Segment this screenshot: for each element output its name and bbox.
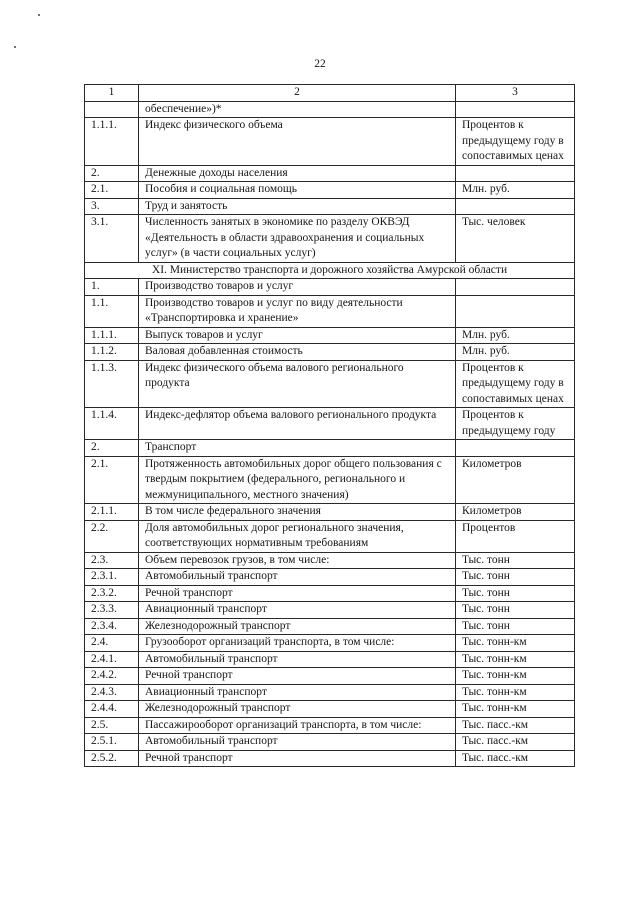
- row-number: 2.: [85, 165, 139, 182]
- row-number: 1.1.: [85, 295, 139, 327]
- row-number: 3.1.: [85, 215, 139, 263]
- unit-of-measure: Млн. руб.: [456, 182, 575, 199]
- indicator-name: Речной транспорт: [139, 750, 456, 767]
- indicator-name: Валовая добавленная стоимость: [139, 344, 456, 361]
- table-row: [85, 295, 575, 327]
- table-row: [85, 668, 575, 685]
- row-number: 2.3.2.: [85, 585, 139, 602]
- indicator-name: Речной транспорт: [139, 585, 456, 602]
- unit-of-measure: Млн. руб.: [456, 327, 575, 344]
- row-number: 2.3.4.: [85, 618, 139, 635]
- row-number: 2.4.3.: [85, 684, 139, 701]
- row-number: [85, 101, 139, 118]
- row-number: 1.1.3.: [85, 360, 139, 408]
- unit-of-measure: Тыс. тонн-км: [456, 701, 575, 718]
- row-number: 2.1.: [85, 182, 139, 199]
- unit-of-measure: Тыс. пасс.-км: [456, 750, 575, 767]
- indicator-table-body: [85, 85, 575, 767]
- unit-of-measure: Тыс. тонн: [456, 618, 575, 635]
- table-row: [85, 734, 575, 751]
- page-number: 22: [314, 58, 326, 70]
- indicator-name: Доля автомобильных дорог регионального значения, соответствующих нормативным требованиям: [139, 520, 456, 552]
- indicator-name: Авиационный транспорт: [139, 684, 456, 701]
- row-number: 1.1.1.: [85, 327, 139, 344]
- row-number: 1.1.1.: [85, 118, 139, 166]
- unit-of-measure: [456, 165, 575, 182]
- indicator-name: Протяженность автомобильных дорог общего пользования с твердым покрытием (федерального, регионального и межмуниципального, местного значения): [139, 456, 456, 504]
- table-row: [85, 118, 575, 166]
- indicator-name: Труд и занятость: [139, 198, 456, 215]
- unit-of-measure: Процентов: [456, 520, 575, 552]
- row-number: 1.1.4.: [85, 408, 139, 440]
- unit-of-measure: [456, 198, 575, 215]
- unit-of-measure: Процентов к предыдущему году в сопоставимых ценах: [456, 360, 575, 408]
- section-title: XI. Министерство транспорта и дорожного хозяйства Амурской области: [85, 262, 575, 279]
- table-row: [85, 684, 575, 701]
- row-number: 2.4.: [85, 635, 139, 652]
- table-row: [85, 618, 575, 635]
- unit-of-measure: Тыс. тонн-км: [456, 668, 575, 685]
- unit-of-measure: [456, 440, 575, 457]
- table-row: [85, 344, 575, 361]
- unit-of-measure: Километров: [456, 456, 575, 504]
- indicator-name: Индекс физического объема валового регионального продукта: [139, 360, 456, 408]
- row-number: 2.5.2.: [85, 750, 139, 767]
- indicator-name: В том числе федерального значения: [139, 504, 456, 521]
- indicator-name: Объем перевозок грузов, в том числе:: [139, 552, 456, 569]
- indicator-name: Численность занятых в экономике по разделу ОКВЭД «Деятельность в области здравоохранения и социальных услуг» (в части социальных услуг): [139, 215, 456, 263]
- unit-of-measure: [456, 279, 575, 296]
- row-number: 2.5.: [85, 717, 139, 734]
- indicator-name: Автомобильный транспорт: [139, 651, 456, 668]
- indicator-name: Железнодорожный транспорт: [139, 618, 456, 635]
- indicator-name: обеспечение»)*: [139, 101, 456, 118]
- row-number: 2.2.: [85, 520, 139, 552]
- unit-of-measure: Тыс. тонн-км: [456, 684, 575, 701]
- row-number: 2.3.: [85, 552, 139, 569]
- scan-speck: [38, 14, 40, 16]
- table-row: [85, 569, 575, 586]
- unit-of-measure: Процентов к предыдущему году в сопоставимых ценах: [456, 118, 575, 166]
- unit-of-measure: Тыс. пасс.-км: [456, 717, 575, 734]
- indicator-name: Транспорт: [139, 440, 456, 457]
- unit-of-measure: Тыс. тонн-км: [456, 635, 575, 652]
- table-row: [85, 182, 575, 199]
- row-number: 2.4.2.: [85, 668, 139, 685]
- row-number: 3.: [85, 198, 139, 215]
- table-row: [85, 279, 575, 296]
- table-header-row: [85, 85, 575, 102]
- indicator-name: Грузооборот организаций транспорта, в том числе:: [139, 635, 456, 652]
- header-cell-3: 3: [456, 85, 575, 102]
- indicator-table: [84, 84, 575, 767]
- table-row: [85, 327, 575, 344]
- table-row: [85, 750, 575, 767]
- row-number: 2.3.3.: [85, 602, 139, 619]
- unit-of-measure: Тыс. пасс.-км: [456, 734, 575, 751]
- table-row: [85, 456, 575, 504]
- unit-of-measure: Километров: [456, 504, 575, 521]
- unit-of-measure: Тыс. тонн: [456, 569, 575, 586]
- row-number: 2.1.: [85, 456, 139, 504]
- unit-of-measure: Процентов к предыдущему году: [456, 408, 575, 440]
- indicator-name: Речной транспорт: [139, 668, 456, 685]
- row-number: 1.: [85, 279, 139, 296]
- table-row: [85, 701, 575, 718]
- table-row: [85, 101, 575, 118]
- table-row: [85, 520, 575, 552]
- table-row: [85, 165, 575, 182]
- table-row: [85, 440, 575, 457]
- row-number: 2.3.1.: [85, 569, 139, 586]
- unit-of-measure: Тыс. тонн-км: [456, 651, 575, 668]
- row-number: 2.1.1.: [85, 504, 139, 521]
- unit-of-measure: Млн. руб.: [456, 344, 575, 361]
- indicator-name: Пассажирооборот организаций транспорта, в том числе:: [139, 717, 456, 734]
- indicator-name: Автомобильный транспорт: [139, 734, 456, 751]
- indicator-name: Производство товаров и услуг: [139, 279, 456, 296]
- unit-of-measure: [456, 295, 575, 327]
- row-number: 2.: [85, 440, 139, 457]
- header-cell-1: 1: [85, 85, 139, 102]
- table-row: [85, 585, 575, 602]
- table-row: [85, 360, 575, 408]
- table-row: [85, 602, 575, 619]
- unit-of-measure: Тыс. тонн: [456, 602, 575, 619]
- table-row: [85, 635, 575, 652]
- table-row: [85, 651, 575, 668]
- section-row: [85, 262, 575, 279]
- indicator-name: Индекс-дефлятор объема валового регионального продукта: [139, 408, 456, 440]
- indicator-name: Автомобильный транспорт: [139, 569, 456, 586]
- indicator-name: Выпуск товаров и услуг: [139, 327, 456, 344]
- row-number: 2.4.1.: [85, 651, 139, 668]
- unit-of-measure: Тыс. тонн: [456, 585, 575, 602]
- table-row: [85, 408, 575, 440]
- header-cell-2: 2: [139, 85, 456, 102]
- unit-of-measure: Тыс. тонн: [456, 552, 575, 569]
- indicator-name: Индекс физического объема: [139, 118, 456, 166]
- table-row: [85, 552, 575, 569]
- row-number: 1.1.2.: [85, 344, 139, 361]
- unit-of-measure: Тыс. человек: [456, 215, 575, 263]
- table-row: [85, 198, 575, 215]
- table-row: [85, 215, 575, 263]
- table-row: [85, 504, 575, 521]
- row-number: 2.5.1.: [85, 734, 139, 751]
- table-row: [85, 717, 575, 734]
- row-number: 2.4.4.: [85, 701, 139, 718]
- scan-speck: [14, 46, 16, 48]
- indicator-name: Пособия и социальная помощь: [139, 182, 456, 199]
- indicator-name: Авиационный транспорт: [139, 602, 456, 619]
- unit-of-measure: [456, 101, 575, 118]
- indicator-name: Железнодорожный транспорт: [139, 701, 456, 718]
- indicator-name: Производство товаров и услуг по виду деятельности «Транспортировка и хранение»: [139, 295, 456, 327]
- indicator-name: Денежные доходы населения: [139, 165, 456, 182]
